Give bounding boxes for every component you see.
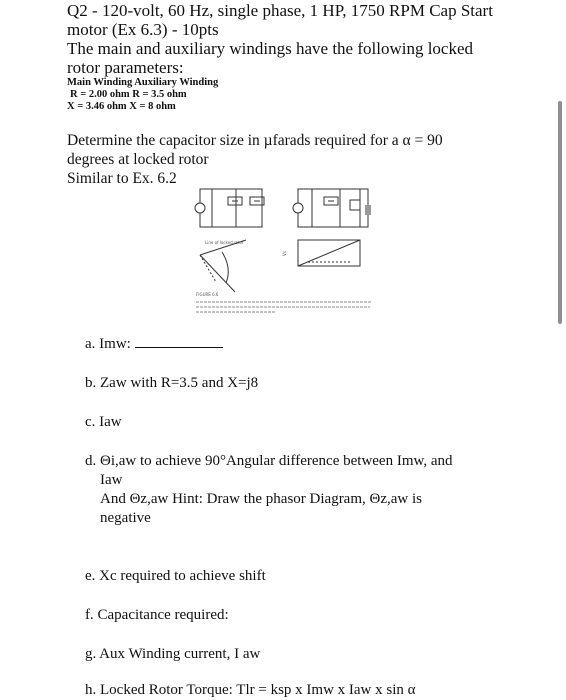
params-row-resistance: R = 2.00 ohm R = 3.5 ohm bbox=[70, 89, 187, 100]
question-line3: Similar to Ex. 6.2 bbox=[67, 170, 177, 187]
circuit-diagram-right bbox=[293, 189, 370, 227]
question-title-line2: motor (Ex 6.3) - 10pts bbox=[67, 20, 219, 39]
question-line1: Determine the capacitor size in µfarads required for a α = 90 bbox=[67, 132, 443, 149]
svg-text:FIGURE 6.6: FIGURE 6.6 bbox=[196, 292, 219, 297]
item-d-line3: And Θz,aw Hint: Draw the phasor Diagram, Θz,aw is bbox=[100, 491, 422, 507]
item-d-line4: negative bbox=[100, 510, 151, 526]
vertical-scrollbar[interactable] bbox=[558, 101, 562, 324]
svg-text:Line of locked rotor: Line of locked rotor bbox=[205, 240, 244, 245]
svg-text:Vs: Vs bbox=[282, 251, 287, 256]
item-h: h. Locked Rotor Torque: Tlr = ksp x Imw x Iaw x sin α bbox=[85, 682, 416, 698]
item-b: b. Zaw with R=3.5 and X=j8 bbox=[85, 375, 259, 391]
item-a-answer-blank[interactable] bbox=[135, 336, 223, 348]
question-description-line2: rotor parameters: bbox=[67, 58, 184, 77]
item-a-label: a. Imw: bbox=[85, 336, 131, 352]
params-heading: Main Winding Auxiliary Winding bbox=[67, 77, 219, 88]
item-g: g. Aux Winding current, I aw bbox=[85, 646, 261, 662]
question-description-line1: The main and auxiliary windings have the following locked bbox=[67, 39, 474, 58]
circuit-diagram-left bbox=[195, 189, 264, 227]
item-d-line2: Iaw bbox=[100, 472, 123, 488]
params-row-reactance: X = 3.46 ohm X = 8 ohm bbox=[67, 101, 176, 112]
item-d-line1: d. Θi,aw to achieve 90°Angular difference between Imw, and bbox=[85, 453, 453, 469]
item-e: e. Xc required to achieve shift bbox=[85, 568, 266, 584]
figure-caption bbox=[196, 292, 372, 312]
item-f: f. Capacitance required: bbox=[85, 607, 229, 623]
question-title-line1: Q2 - 120-volt, 60 Hz, single phase, 1 HP, 1750 RPM Cap Start bbox=[67, 1, 493, 20]
phasor-diagram-left bbox=[200, 240, 246, 292]
question-line2: degrees at locked rotor bbox=[67, 151, 209, 168]
item-a bbox=[85, 336, 223, 352]
phasor-diagram-right bbox=[282, 240, 360, 266]
item-c: c. Iaw bbox=[85, 414, 122, 430]
